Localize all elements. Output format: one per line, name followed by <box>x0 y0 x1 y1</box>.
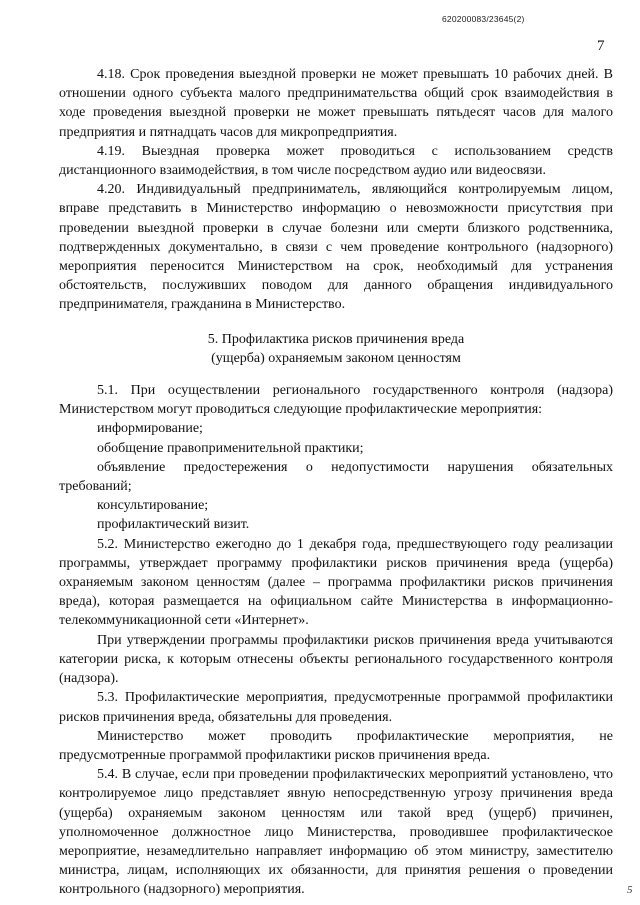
list-item: профилактический визит. <box>97 517 250 533</box>
paragraph-5-3-continued: Министерство может проводить профилактические мероприятия, не предусмотренные программой профилактики рисков причинения вреда. <box>59 728 613 763</box>
paragraph-5-3: 5.3. Профилактические мероприятия, предусмотренные программой профилактики рисков причинения вреда, обязательны для проведения. <box>59 690 613 725</box>
paragraph-4-19: 4.19. Выездная проверка может проводиться с использованием средств дистанционного взаимодействия, в том числе посредством аудио или видеосвязи. <box>59 143 613 179</box>
document-id: 620200083/23645(2) <box>442 14 525 24</box>
paragraph-5-1: 5.1. При осуществлении регионального государственного контроля (надзора) Министерством могут проводиться следующие профилактические мероприятия: <box>59 383 613 418</box>
paragraph-5-4: 5.4. В случае, если при проведении профилактических мероприятий установлено, что контролируемое лицо представляет явную непосредственную угрозу причинения вреда (ущерба) охраняемым законом ценностям или такой вред (ущерб) причинен, уполномоченное должностное лицо Министерства, проводившее профилактическое мероприятие, незамедлительно направляет информацию об этом министру, заместителю министра, лицам, исполняющих их обязанности, для принятия решения о проведении контрольного (надзорного) мероприятия. <box>59 767 613 898</box>
page-number: 7 <box>597 38 605 54</box>
paragraph-5-2-continued: При утверждении программы профилактики рисков причинения вреда учитываются категории риска, к которым отнесены объекты регионального государственного контроля (надзора). <box>59 632 613 687</box>
section-title-line-1: 5. Профилактика рисков причинения вреда <box>207 331 465 347</box>
section-title-line-2: (ущерба) охраняемым законом ценностям <box>211 350 461 366</box>
section-5-title <box>59 330 613 368</box>
list-item: объявление предостережения о недопустимости нарушения обязательных требований; <box>59 459 613 495</box>
list-item: обобщение правоприменительной практики; <box>97 440 364 456</box>
paragraph-4-18: 4.18. Срок проведения выездной проверки не может превышать 10 рабочих дней. В отношении одного субъекта малого предпринимательства общий срок взаимодействия в ходе проведения выездной проверки не может превышать пятьдесят часов для малого предприятия и пятнадцать часов для микропредприятия. <box>59 67 613 140</box>
list-item: консультирование; <box>97 498 209 514</box>
list-item: информирование; <box>97 421 203 437</box>
paragraph-5-2: 5.2. Министерство ежегодно до 1 декабря года, предшествующего году реализации программы, утверждает программу профилактики рисков причинения вреда (ущерба) охраняемым законом ценностям (далее – программа профилактики рисков причинения вреда), которая размещается на официальном сайте Министерства в информационно-телекоммуникационной сети «Интернет». <box>59 536 613 629</box>
paragraph-4-20: 4.20. Индивидуальный предприниматель, являющийся контролируемым лицом, вправе представить в Министерство информацию о невозможности присутствия при проведении выездной проверки в случае болезни или смерти близкого родственника, подтвержденных документально, в связи с чем проведение контрольного (надзорного) мероприятия переносится Министерством на срок, необходимый для устранения обстоятельств, послуживших поводом для данного обращения индивидуального предпринимателя, гражданина в Министерство. <box>59 182 613 313</box>
document-body <box>59 65 613 900</box>
corner-mark: 5 <box>627 884 633 896</box>
